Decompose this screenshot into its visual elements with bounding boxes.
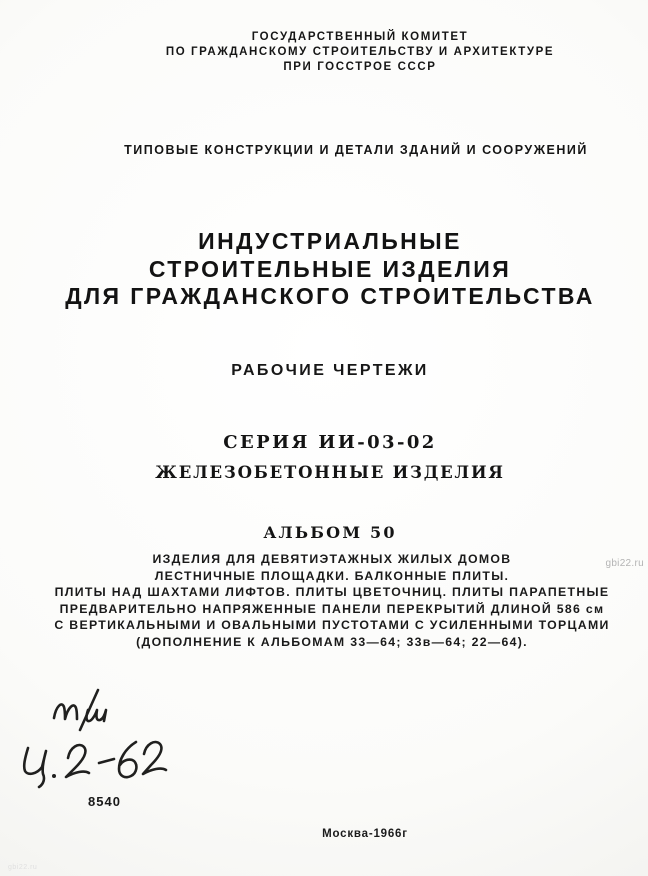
series-material: ЖЕЛЕЗОБЕТОННЫЕ ИЗДЕЛИЯ — [155, 463, 505, 482]
title-line-3: ДЛЯ ГРАЖДАНСКОГО СТРОИТЕЛЬСТВА — [65, 283, 595, 309]
album-description-line: ПРЕДВАРИТЕЛЬНО НАПРЯЖЕННЫЕ ПАНЕЛИ ПЕРЕКРЫТИЙ ДЛИНОЙ 586 см — [59, 601, 605, 616]
handwriting-ink-icon — [16, 686, 176, 796]
organization-line-1: ГОСУДАРСТВЕННЫЙ КОМИТЕТ — [251, 31, 469, 43]
album-description-line: ИЗДЕЛИЯ ДЛЯ ДЕВЯТИЭТАЖНЫХ ЖИЛЫХ ДОМОВ — [152, 552, 512, 566]
organization-header — [72, 30, 648, 75]
album-description-line: (ДОПОЛНЕНИЕ К АЛЬБОМАМ 33—64; 33в—64; 22—64). — [136, 634, 528, 649]
album-description — [8, 551, 648, 651]
watermark-gbi22: gbi22.ru — [605, 558, 644, 569]
working-drawings-subtitle: РАБОЧИЕ ЧЕРТЕЖИ — [231, 362, 429, 379]
album-description-line: ЛЕСТНИЧНЫЕ ПЛОЩАДКИ. БАЛКОННЫЕ ПЛИТЫ. — [154, 568, 510, 583]
watermark-bottom-left: gbi22.ru — [8, 864, 38, 871]
album-title: АЛЬБОМ 50 — [263, 523, 397, 542]
title-line-2: СТРОИТЕЛЬНЫЕ ИЗДЕЛИЯ — [148, 255, 512, 282]
document-title — [12, 228, 648, 311]
print-order-number: 8540 — [88, 794, 121, 809]
series-designation: СЕРИЯ ИИ-03-02 — [223, 432, 437, 453]
standard-designs-header: ТИПОВЫЕ КОНСТРУКЦИИ И ДЕТАЛИ ЗДАНИЙ И СООРУЖЕНИЙ — [124, 143, 588, 157]
city-year-imprint: Москва-1966г — [322, 828, 408, 840]
album-description-line: С ВЕРТИКАЛЬНЫМИ И ОВАЛЬНЫМИ ПУСТОТАМИ С УСИЛЕННЫМИ ТОРЦАМИ — [54, 618, 610, 633]
organization-line-3: ПРИ ГОССТРОЕ СССР — [283, 61, 437, 73]
album-description-line: ПЛИТЫ НАД ШАХТАМИ ЛИФТОВ. ПЛИТЫ ЦВЕТОЧНИЦ. ПЛИТЫ ПАРАПЕТНЫЕ — [54, 585, 610, 600]
handwritten-price-mark — [16, 686, 176, 796]
title-line-1: ИНДУСТРИАЛЬНЫЕ — [198, 228, 462, 254]
organization-line-2: ПО ГРАЖДАНСКОМУ СТРОИТЕЛЬСТВУ И АРХИТЕКТУРЕ — [165, 46, 555, 58]
